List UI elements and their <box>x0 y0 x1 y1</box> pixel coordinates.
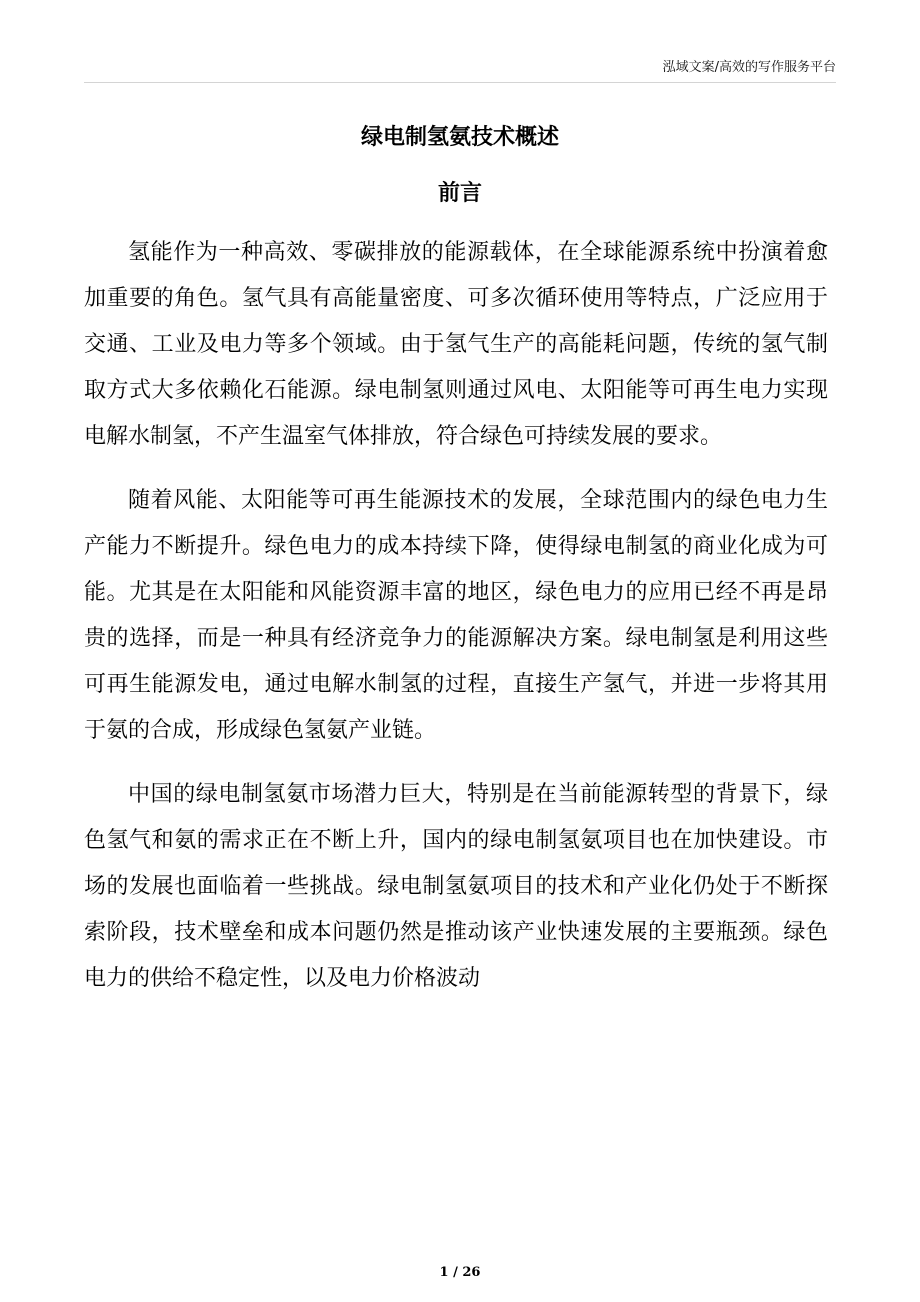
paragraph: 中国的绿电制氢氨市场潜力巨大，特别是在当前能源转型的背景下，绿色氢气和氨的需求正在不断上升，国内的绿电制氢氨项目也在加快建设。市场的发展也面临着一些挑战。绿电制氢氨项目的技术和产业化仍处于不断探索阶段，技术壁垒和成本问题仍然是推动该产业快速发展的主要瓶颈。绿色电力的供给不稳定性，以及电力价格波动 <box>84 782 828 991</box>
paragraph: 氢能作为一种高效、零碳排放的能源载体，在全球能源系统中扮演着愈加重要的角色。氢气具有高能量密度、可多次循环使用等特点，广泛应用于交通、工业及电力等多个领域。由于氢气生产的高能耗问题，传统的氢气制取方式大多依赖化石能源。绿电制氢则通过风电、太阳能等可再生电力实现电解水制氢，不产生温室气体排放，符合绿色可持续发展的要求。 <box>84 240 828 449</box>
page-number: 1 / 26 <box>439 1265 481 1280</box>
document-body <box>84 230 828 1020</box>
header-divider <box>84 82 836 83</box>
paragraph: 随着风能、太阳能等可再生能源技术的发展，全球范围内的绿色电力生产能力不断提升。绿色电力的成本持续下降，使得绿电制氢的商业化成为可能。尤其是在太阳能和风能资源丰富的地区，绿色电力的应用已经不再是昂贵的选择，而是一种具有经济竞争力的能源解决方案。绿电制氢是利用这些可再生能源发电，通过电解水制氢的过程，直接生产氢气，并进一步将其用于氨的合成，形成绿色氢氨产业链。 <box>84 488 828 743</box>
page-header: 泓域文案/高效的写作服务平台 <box>662 60 836 75</box>
document-title: 绿电制氢氨技术概述 <box>360 125 559 150</box>
section-heading: 前言 <box>437 181 482 206</box>
